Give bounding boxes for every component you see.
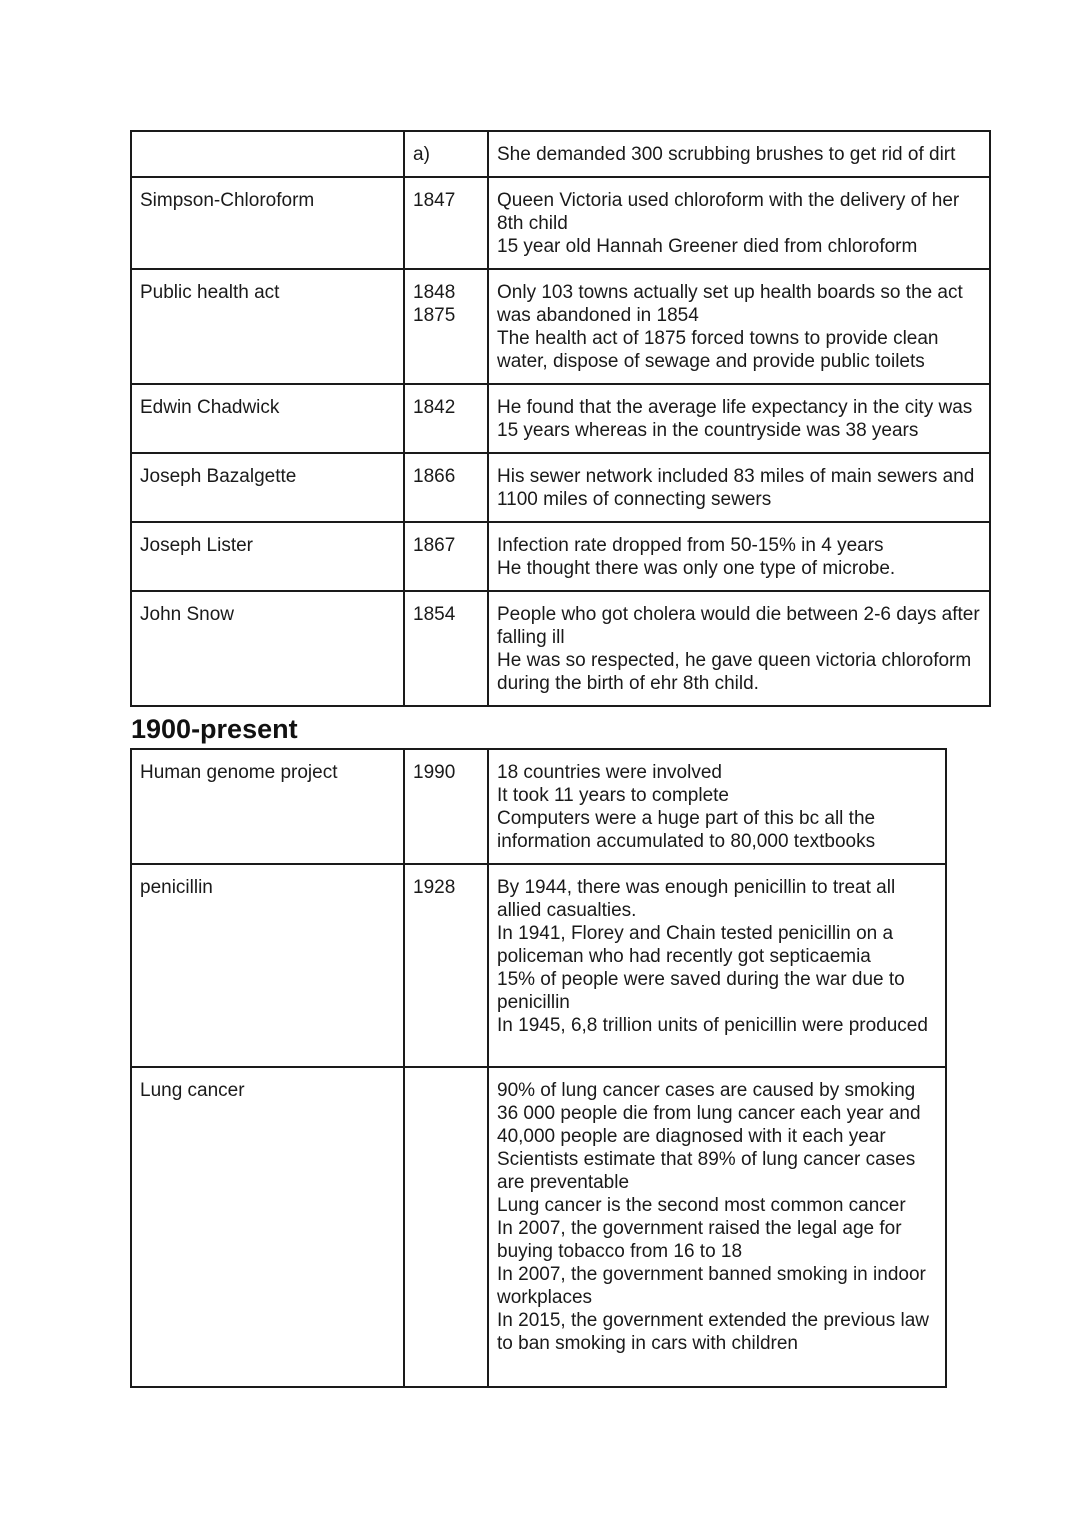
table-row: [131, 1067, 946, 1387]
name-cell: Public health act: [131, 269, 404, 384]
year-cell: 1842: [404, 384, 488, 453]
year-cell: 1928: [404, 864, 488, 1067]
table-row: [131, 269, 990, 384]
notes-cell: Queen Victoria used chloroform with the delivery of her 8th child 15 year old Hannah Greener died from chloroform: [488, 177, 990, 269]
year-cell: 1866: [404, 453, 488, 522]
notes-cell: Infection rate dropped from 50-15% in 4 years He thought there was only one type of microbe.: [488, 522, 990, 591]
section-heading: 1900-present: [131, 714, 298, 744]
year-cell: 1847: [404, 177, 488, 269]
table-row: [131, 749, 946, 864]
table-row: [131, 864, 946, 1067]
name-cell: John Snow: [131, 591, 404, 706]
table-row: [131, 131, 990, 177]
year-cell: 1848 1875: [404, 269, 488, 384]
year-cell: 1990: [404, 749, 488, 864]
name-cell: Joseph Bazalgette: [131, 453, 404, 522]
history-table-1800s: [130, 130, 991, 707]
table-row: [131, 522, 990, 591]
name-cell: Lung cancer: [131, 1067, 404, 1387]
name-cell: Joseph Lister: [131, 522, 404, 591]
name-cell: penicillin: [131, 864, 404, 1067]
year-cell: 1854: [404, 591, 488, 706]
year-cell: a): [404, 131, 488, 177]
notes-cell: She demanded 300 scrubbing brushes to get rid of dirt: [488, 131, 990, 177]
notes-cell: He found that the average life expectancy in the city was 15 years whereas in the countryside was 38 years: [488, 384, 990, 453]
notes-cell: People who got cholera would die between 2-6 days after falling ill He was so respected, he gave queen victoria chloroform during the birth of ehr 8th child.: [488, 591, 990, 706]
notes-cell: By 1944, there was enough penicillin to treat all allied casualties. In 1941, Florey and Chain tested penicillin on a policeman who had recently got septicaemia 15% of people were saved during the war due to penicillin In 1945, 6,8 trillion units of penicillin were produced: [488, 864, 946, 1067]
year-cell: [404, 1067, 488, 1387]
name-cell: [131, 131, 404, 177]
table-row: [131, 384, 990, 453]
name-cell: Edwin Chadwick: [131, 384, 404, 453]
table-row: [131, 453, 990, 522]
history-table-1900-present: [130, 748, 947, 1388]
notes-cell: His sewer network included 83 miles of main sewers and 1100 miles of connecting sewers: [488, 453, 990, 522]
name-cell: Human genome project: [131, 749, 404, 864]
notes-cell: 18 countries were involved It took 11 years to complete Computers were a huge part of this bc all the information accumulated to 80,000 textbooks: [488, 749, 946, 864]
year-cell: 1867: [404, 522, 488, 591]
table-row: [131, 177, 990, 269]
table-body: [131, 131, 990, 706]
notes-cell: 90% of lung cancer cases are caused by smoking 36 000 people die from lung cancer each year and 40,000 people are diagnosed with it each year Scientists estimate that 89% of lung cancer cases are preventable Lung cancer is the second most common cancer In 2007, the government raised the legal age for buying tobacco from 16 to 18 In 2007, the government banned smoking in indoor workplaces In 2015, the government extended the previous law to ban smoking in cars with children: [488, 1067, 946, 1387]
name-cell: Simpson-Chloroform: [131, 177, 404, 269]
table-body: [131, 749, 946, 1387]
table-row: [131, 591, 990, 706]
notes-cell: Only 103 towns actually set up health boards so the act was abandoned in 1854 The health act of 1875 forced towns to provide clean water, dispose of sewage and provide public toilets: [488, 269, 990, 384]
